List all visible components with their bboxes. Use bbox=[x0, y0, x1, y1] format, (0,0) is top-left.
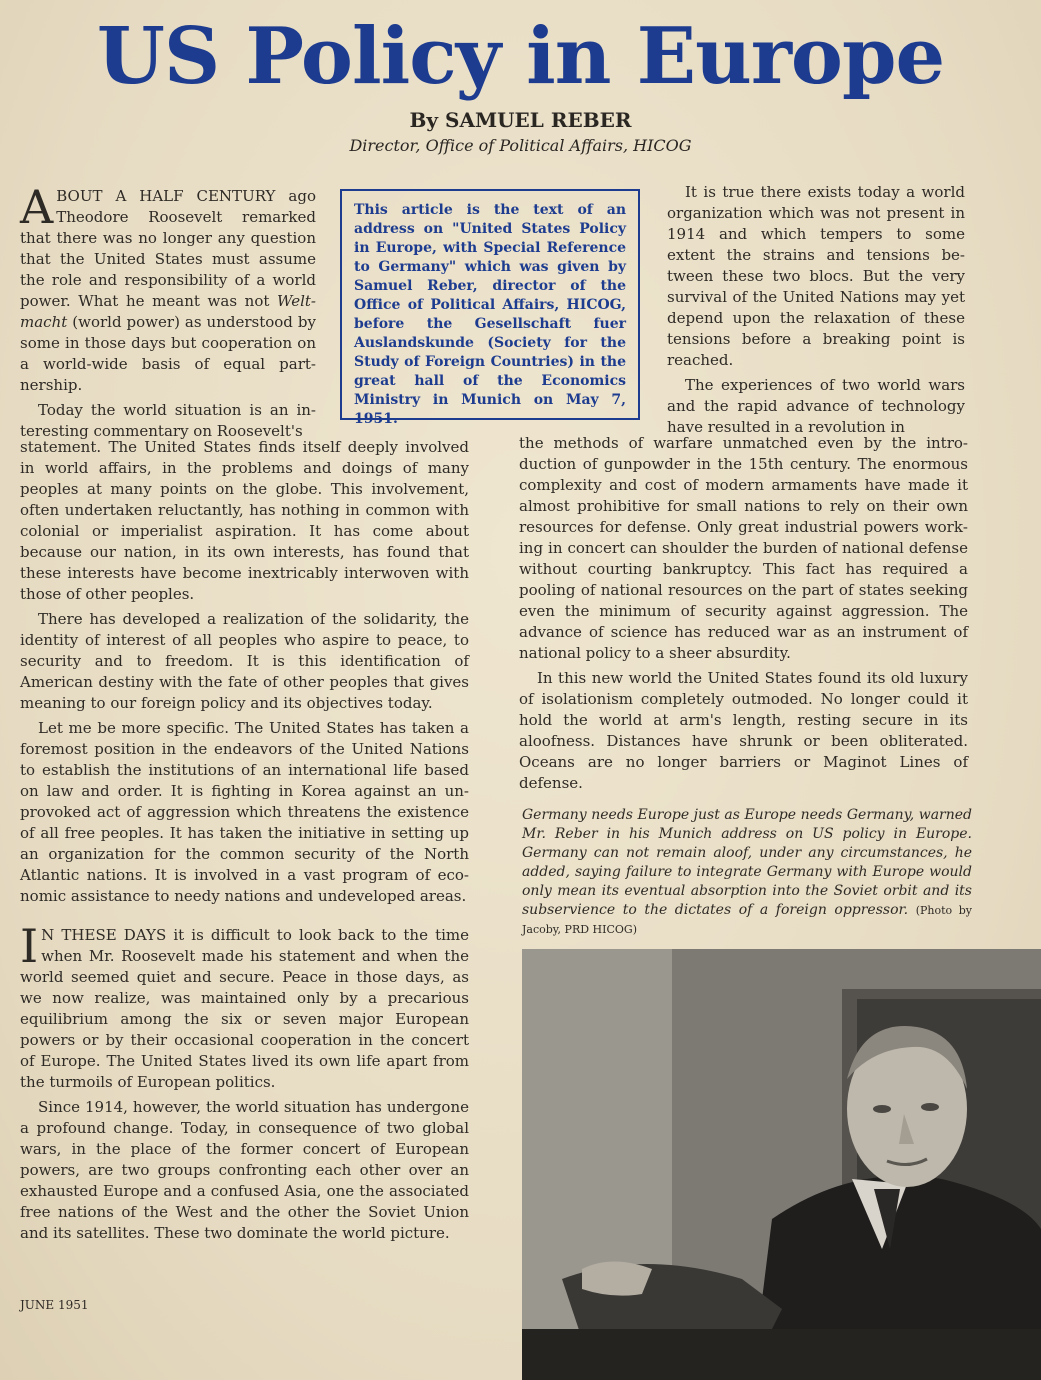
paragraph-2-cont: statement. The United States finds itself deeply involved in world affairs, in the problems and doings of many peoples at many points on the globe. This involvement, often undertaken reluctantly, has nothing in common with colonial or imperialist aspiration. It has come about because our nation, in its own interests, has found that these interests have become inextricably interwoven with those of other peoples. bbox=[20, 438, 469, 603]
photo-credit: (Photo by Jacoby, PRD HICOG) bbox=[522, 904, 972, 936]
paragraph-6: Since 1914, however, the world situation has undergone a profound change. Today, in consequence of two global wars, in the place of the former concert of European powers, are two groups confronting each other over an exhausted Europe and a confused Asia, one the associated free nations of the West and the other the Soviet Union and its satellites. These two dominate the world picture. bbox=[20, 1098, 469, 1242]
author-title: Director, Office of Political Affairs, HICOG bbox=[349, 136, 692, 155]
right-paragraph-2-cont: the methods of warfare unmatched even by the introduction of gunpowder in the 15th century. The enormous complexity and cost of modern armaments have made it almost prohibitive for small nations to rely on their own resources for defense. Only great industrial powers working in concert can shoulder the burden of national defense without courting bankruptcy. This fact has required a pooling of national resources on the part of states seeking even the minimum of security against aggression. The advance of science has reduced war as an instrument of national policy to a sheer absurdity. bbox=[519, 434, 968, 662]
paragraph-5: I N THESE DAYS it is difficult to look back to the time when Mr. Roosevelt made his statement and when the world seemed quiet and secure. Peace in those days, as we now realize, was maintained only by a precarious equilibrium among the six or seven major European powers or by their occasional cooperation in the concert of Europe. The United States lived its own life apart from the turmoils of European politics. bbox=[20, 919, 469, 1091]
note-box: This article is the text of an address on "United States Policy in Europe, with Special Reference to Germany" which was given by Samuel Reber, director of the Office of Political Affairs, HICOG, before the Gesellschaft fuer Auslandskunde (Society for the Study of Foreign Countries) in the great hall of the Economics Ministry in Munich on May 7, 1951. bbox=[340, 189, 640, 420]
column-1-text bbox=[20, 180, 316, 442]
right-paragraph-3: In this new world the United States found its old luxury of isolationism completely outmoded. No longer could it hold the world at arm's length, resting secure in its aloofness. Distances have shrunk or been obliterated. Oceans are no longer barriers or Maginot Lines of defense. bbox=[519, 669, 968, 792]
drop-cap-i: I bbox=[20, 919, 39, 973]
right-paragraph-1: It is true there exists today a world organization which was not present in 1914 and which tempers to some extent the strains and tensions between these two blocs. But the very survival of the United Nations may yet depend upon the relaxation of these tensions before a breaking point is reached. bbox=[667, 183, 965, 369]
paragraph-1: ABOUT A HALF CENTURY ago Theodore Roosevelt remarked that there was no longer any question that the United States must assume the role and responsibility of a world power. What he meant was not Weltmacht (world power) as understood by some in those days but cooperation on a world-wide basis of equal partnership. bbox=[20, 180, 316, 394]
left-wide-text bbox=[20, 437, 469, 1244]
right-wide-text bbox=[519, 433, 968, 794]
column-3-text bbox=[667, 182, 965, 438]
portrait-photo bbox=[522, 949, 1041, 1380]
photo-caption: Germany needs Europe just as Europe needs Germany, warned Mr. Reber in his Munich address on US policy in Europe. Germany can not remain aloof, under any circumstances, he added, saying failure to integrate Germany with Europe would only mean its eventual absorption into the Soviet orbit and its subservience to the dictates of a foreign oppressor. (Photo by Jacoby, PRD HICOG) bbox=[522, 807, 972, 936]
paragraph-2-start: Today the world situation is an interesting commentary on Roosevelt's bbox=[20, 401, 316, 440]
portrait-illustration bbox=[522, 949, 1041, 1380]
drop-cap-a: A bbox=[20, 180, 54, 234]
byline: By SAMUEL REBER bbox=[409, 108, 632, 132]
paragraph-4: Let me be more specific. The United States has taken a foremost position in the endeavors of the United Nations to establish the institutions of an international life based on law and order. It is fighting in Korea against an unprovoked act of aggression which threatens the existence of all free peoples. It has taken the initiative in setting up an organization for the common security of the North Atlantic nations. It is involved in a vast program of economic assistance to needy nations and undeveloped areas. bbox=[20, 719, 469, 905]
page-footer: JUNE 1951 bbox=[20, 1298, 89, 1312]
right-paragraph-2-start: The experiences of two world wars and the rapid advance of technology have resulted in a revolution in bbox=[667, 376, 965, 436]
article-title: US Policy in Europe bbox=[96, 11, 945, 102]
paragraph-3: There has developed a realization of the solidarity, the identity of interest of all peoples who aspire to peace, to security and to freedom. It is this identification of American destiny with the fate of other peoples that gives meaning to our foreign policy and its objectives today. bbox=[20, 610, 469, 712]
